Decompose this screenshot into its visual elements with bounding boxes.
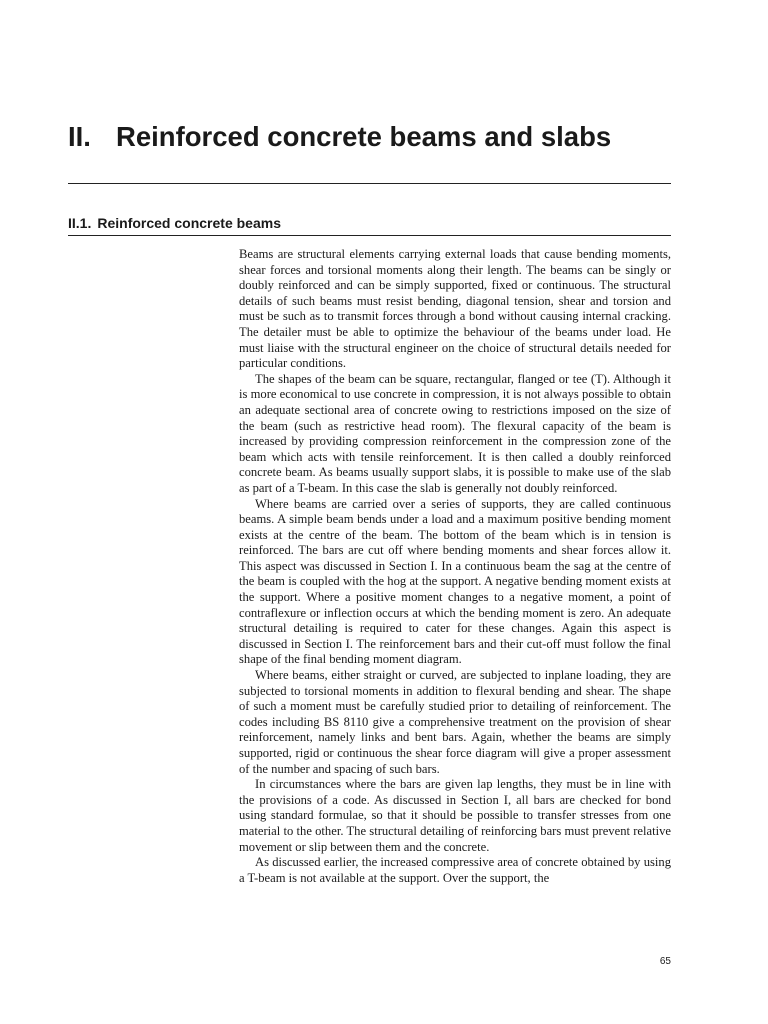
- section-heading: [68, 215, 281, 231]
- paragraph: Where beams, either straight or curved, are subjected to inplane loading, they are subjected to torsional moments in addition to flexural bending and shear. The shape of such a moment must be carefully studied prior to detailing of reinforcement. The codes including BS 8110 give a comprehensive treatment on the provision of shear reinforcement, namely links and bent bars. Again, whether the beams are simply supported, rigid or continuous the shear force diagram will give a proper assessment of the number and spacing of such bars.: [239, 668, 671, 776]
- body-text: [239, 247, 671, 886]
- section-divider: [68, 235, 671, 236]
- chapter-divider: [68, 183, 671, 184]
- paragraph: As discussed earlier, the increased compressive area of concrete obtained by using a T-beam is not available at the support. Over the support, the: [239, 855, 671, 885]
- paragraph: Where beams are carried over a series of supports, they are called continuous beams. A simple beam bends under a load and a maximum positive bending moment exists at the centre of the beam. The bottom of the beam which is in tension is reinforced. The bars are cut off where bending moments and shear forces allow it. This aspect was discussed in Section I. In a continuous beam the sag at the centre of the beam is coupled with the hog at the support. A negative bending moment exists at the support. Where a positive moment changes to a negative moment, a point of contraflexure or inflection occurs at which the bending moment is zero. An adequate structural detailing is required to cater for these changes. Again this aspect is discussed in Section I. The reinforcement bars and their cut-off must follow the final shape of the final bending moment diagram.: [239, 496, 671, 667]
- page-number: 65: [659, 956, 671, 967]
- section-title-text: Reinforced concrete beams: [97, 215, 281, 231]
- section-number: II.1.: [68, 215, 92, 231]
- chapter-number: II.: [68, 121, 91, 152]
- chapter-title-text: Reinforced concrete beams and slabs: [116, 121, 612, 152]
- paragraph: The shapes of the beam can be square, rectangular, flanged or tee (T). Although it is more economical to use concrete in compression, it is not always possible to obtain an adequate sectional area of concrete owing to restrictions imposed on the size of the beam (such as restrictive head room). The flexural capacity of the beam is increased by providing compression reinforcement in the compression zone of the beam which acts with tensile reinforcement. It is then called a doubly reinforced concrete beam. As beams usually support slabs, it is possible to make use of the slab as part of a T-beam. In this case the slab is generally not doubly reinforced.: [239, 371, 671, 495]
- chapter-title: [68, 121, 611, 153]
- paragraph: In circumstances where the bars are given lap lengths, they must be in line with the provisions of a code. As discussed in Section I, all bars are checked for bond using standard formulae, so that it should be possible to transfer stresses from one material to the other. The structural detailing of reinforcing bars must prevent relative movement or slip between them and the concrete.: [239, 777, 671, 854]
- paragraph: Beams are structural elements carrying external loads that cause bending moments, shear forces and torsional moments along their length. The beams can be singly or doubly reinforced and can be simply supported, fixed or continuous. The structural details of such beams must resist bending, diagonal tension, shear and torsion and must be such as to transmit forces through a bond without causing internal cracking. The detailer must be able to optimize the behaviour of the beams under load. He must liaise with the structural engineer on the choice of structural details needed for particular conditions.: [239, 247, 671, 371]
